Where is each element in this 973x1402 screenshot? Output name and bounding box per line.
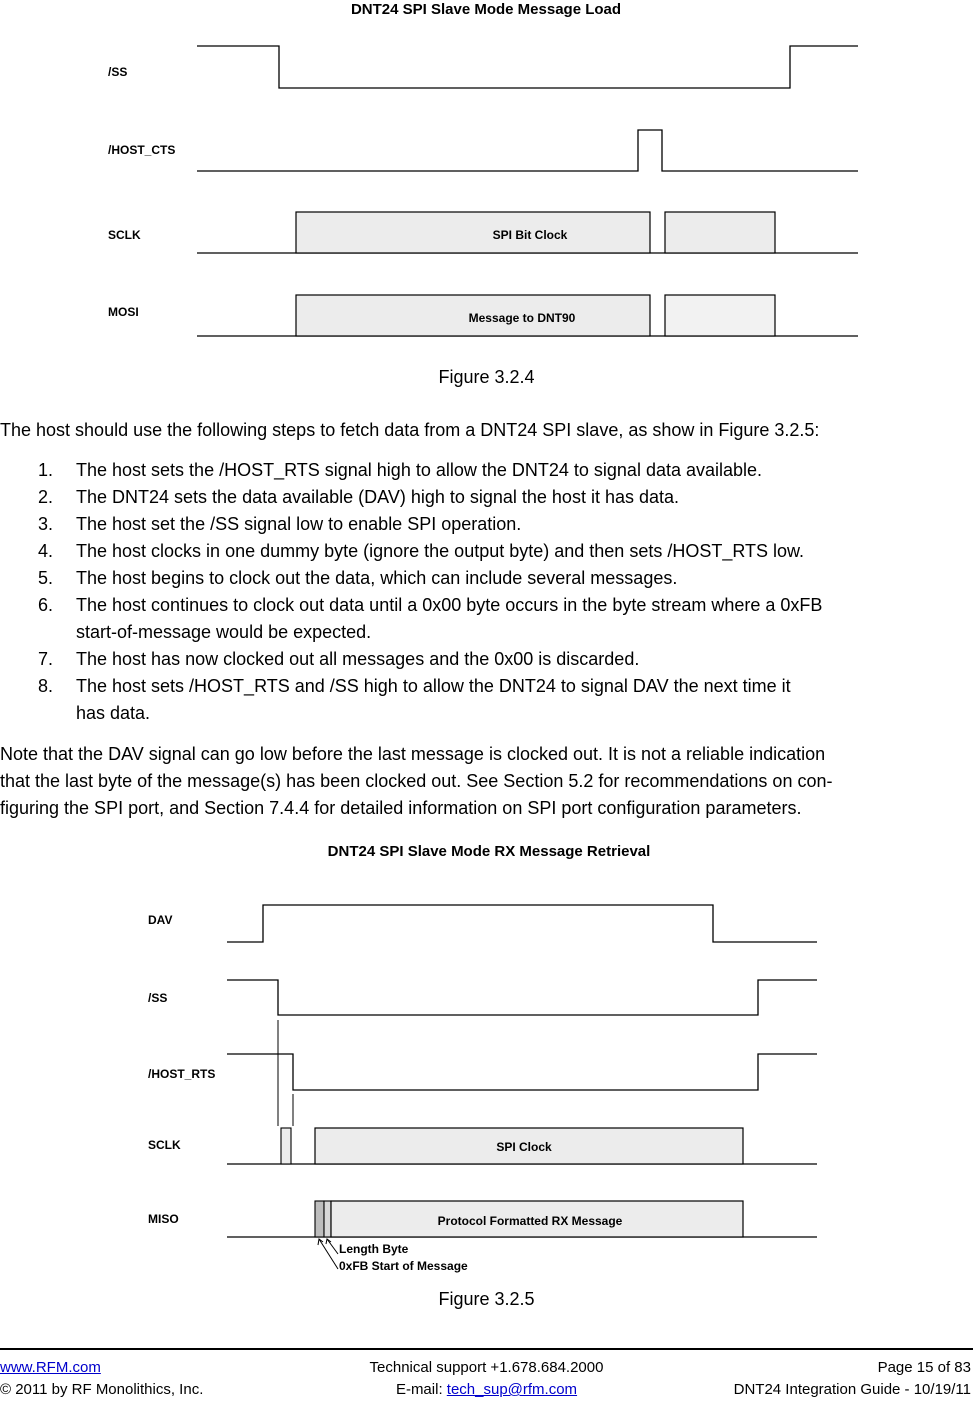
list-item xyxy=(0,511,970,538)
signal-label-host-rts: /HOST_RTS xyxy=(148,1067,216,1081)
step-number: 6. xyxy=(38,595,54,615)
step-text: The host begins to clock out the data, which can include several messages. xyxy=(76,568,678,588)
note-line: figuring the SPI port, and Section 7.4.4 for detailed information on SPI port configuration parameters. xyxy=(0,798,802,818)
list-item xyxy=(0,565,970,592)
signal-label-sclk: SCLK xyxy=(148,1138,181,1152)
figure1-title: DNT24 SPI Slave Mode Message Load xyxy=(350,1,622,18)
sclk-label: SPI Bit Clock xyxy=(492,228,568,242)
step-text: The host set the /SS signal low to enable SPI operation. xyxy=(76,514,522,534)
step-number: 3. xyxy=(38,514,54,534)
note-line: that the last byte of the message(s) has been clocked out. See Section 5.2 for recommendations on con- xyxy=(0,771,833,791)
list-item xyxy=(0,457,970,484)
miso-length-byte xyxy=(324,1201,331,1237)
figure2-caption: Figure 3.2.5 xyxy=(438,1289,535,1309)
step-text: The host continues to clock out data until a 0x00 byte occurs in the byte stream where a 0xFB xyxy=(76,595,823,615)
signal-label-ss: /SS xyxy=(148,991,168,1005)
step-text-continued: start-of-message would be expected. xyxy=(76,622,372,642)
signal-label-host-cts: /HOST_CTS xyxy=(108,143,176,157)
figure-3-2-5 xyxy=(0,836,973,1281)
step-number: 8. xyxy=(38,676,54,696)
step-number: 4. xyxy=(38,541,54,561)
sclk-dummy-byte xyxy=(281,1128,291,1164)
annotation-start-of-message: 0xFB Start of Message xyxy=(339,1259,468,1273)
annotation-length-byte: Length Byte xyxy=(339,1242,409,1256)
waveform-ss xyxy=(227,980,817,1015)
waveform-ss xyxy=(197,46,858,88)
note-paragraph xyxy=(0,741,970,822)
list-item xyxy=(0,538,970,565)
step-number: 5. xyxy=(38,568,54,588)
step-text: The host has now clocked out all messages and the 0x00 is discarded. xyxy=(76,649,640,669)
email-link[interactable]: tech_sup@rfm.com xyxy=(446,1381,578,1398)
footer-divider xyxy=(0,1348,973,1350)
website-link[interactable]: www.RFM.com xyxy=(0,1359,101,1376)
email-prefix: E-mail: xyxy=(395,1381,447,1398)
step-number: 1. xyxy=(38,460,54,480)
mosi-box-2 xyxy=(665,295,775,336)
waveform-dav xyxy=(227,905,817,942)
sclk-label: SPI Clock xyxy=(496,1140,552,1154)
step-number: 7. xyxy=(38,649,54,669)
signal-label-dav: DAV xyxy=(148,913,173,927)
step-text: The host clocks in one dummy byte (ignore the output byte) and then sets /HOST_RTS low. xyxy=(76,541,805,561)
note-line: Note that the DAV signal can go low before the last message is clocked out. It is not a reliable indication xyxy=(0,744,826,764)
signal-label-mosi: MOSI xyxy=(108,305,139,319)
signal-label-miso: MISO xyxy=(148,1212,179,1226)
guide-title: DNT24 Integration Guide - 10/19/11 xyxy=(733,1381,971,1398)
list-item xyxy=(0,592,970,646)
intro-paragraph: The host should use the following steps to fetch data from a DNT24 SPI slave, as show in Figure 3.2.5: xyxy=(0,420,820,440)
list-item xyxy=(0,484,970,511)
step-text-continued: has data. xyxy=(76,703,151,723)
signal-label-ss: /SS xyxy=(108,65,128,79)
miso-start-byte xyxy=(315,1201,324,1237)
steps-list xyxy=(0,457,970,727)
waveform-host-rts xyxy=(227,1054,817,1090)
mosi-label: Message to DNT90 xyxy=(468,311,576,325)
list-item xyxy=(0,646,970,673)
list-item xyxy=(0,673,970,727)
sclk-box-1 xyxy=(296,212,650,253)
figure1-caption: Figure 3.2.4 xyxy=(438,367,535,387)
step-text: The host sets /HOST_RTS and /SS high to allow the DNT24 to signal DAV the next time it xyxy=(76,676,791,696)
figure-3-2-4 xyxy=(0,0,973,360)
step-number: 2. xyxy=(38,487,54,507)
support-phone: Technical support +1.678.684.2000 xyxy=(369,1359,604,1376)
step-text: The host sets the /HOST_RTS signal high to allow the DNT24 to signal data available. xyxy=(76,460,763,480)
annotation-arrows xyxy=(318,1239,338,1269)
signal-label-sclk: SCLK xyxy=(108,228,141,242)
sclk-box-2 xyxy=(665,212,775,253)
page-number: Page 15 of 83 xyxy=(877,1359,971,1376)
waveform-host-cts xyxy=(197,130,858,171)
figure2-title: DNT24 SPI Slave Mode RX Message Retrieval xyxy=(327,843,651,860)
copyright: © 2011 by RF Monolithics, Inc. xyxy=(0,1381,204,1398)
miso-label: Protocol Formatted RX Message xyxy=(437,1214,623,1228)
step-text: The DNT24 sets the data available (DAV) high to signal the host it has data. xyxy=(76,487,679,507)
